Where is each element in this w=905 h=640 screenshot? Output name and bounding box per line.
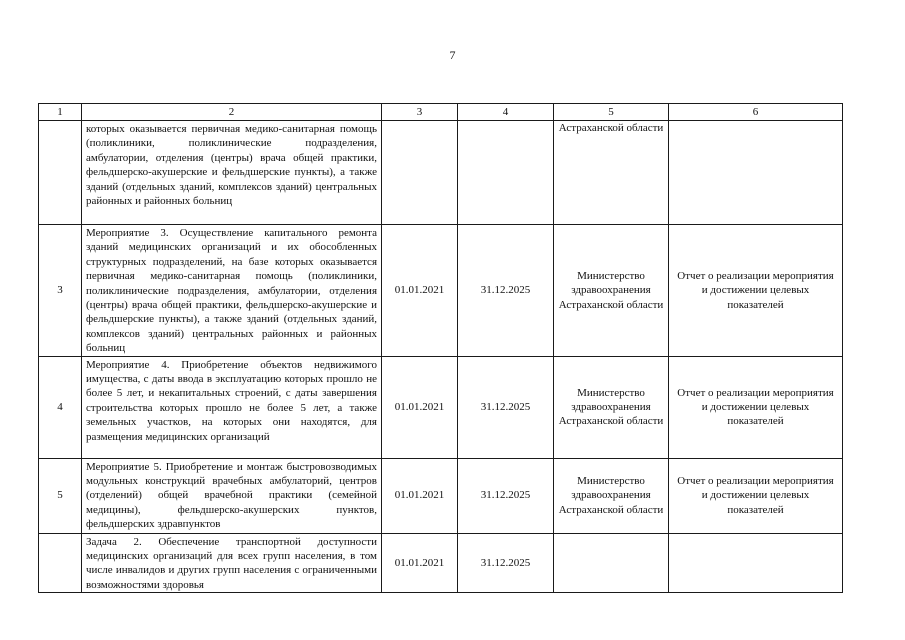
table-row <box>39 356 843 458</box>
start-date-cell: 01.01.2021 <box>382 225 458 357</box>
start-date-cell: 01.01.2021 <box>382 458 458 533</box>
executor-cell: Министерство здравоохранения Астраханской области <box>554 225 669 357</box>
description-cell: Мероприятие 5. Приобретение и монтаж быстровозводимых модульных конструкций врачебных амбулаторий, центров (отделений) общей врачебной практики (семейной медицины), фельдшерско-акушерских пунктов, фельдшерских здравпунктов <box>82 458 382 533</box>
row-number-cell <box>39 533 82 593</box>
table-row <box>39 225 843 357</box>
page-number: 7 <box>449 48 456 62</box>
result-cell: Отчет о реализации мероприятия и достижении целевых показателей <box>669 356 843 458</box>
column-header: 5 <box>554 104 669 121</box>
end-date-cell <box>458 121 554 225</box>
column-header: 1 <box>39 104 82 121</box>
row-number-cell: 3 <box>39 225 82 357</box>
result-cell <box>669 121 843 225</box>
table-row <box>39 533 843 593</box>
executor-cell: Министерство здравоохранения Астраханской области <box>554 458 669 533</box>
table-row <box>39 458 843 533</box>
description-cell: которых оказывается первичная медико-санитарная помощь (поликлиники, поликлинические подразделения, амбулатории, отделения (центры) врача общей практики, фельдшерско-акушерские и фельдшерские пункты), а также зданий (отдельных зданий, комплексов зданий) центральных районных и районных больниц <box>82 121 382 225</box>
result-cell <box>669 533 843 593</box>
start-date-cell: 01.01.2021 <box>382 533 458 593</box>
column-header: 3 <box>382 104 458 121</box>
column-header: 6 <box>669 104 843 121</box>
row-number-cell: 5 <box>39 458 82 533</box>
table-row <box>39 121 843 225</box>
start-date-cell: 01.01.2021 <box>382 356 458 458</box>
executor-cell <box>554 533 669 593</box>
executor-cell: Министерство здравоохранения Астраханской области <box>554 356 669 458</box>
end-date-cell: 31.12.2025 <box>458 356 554 458</box>
end-date-cell: 31.12.2025 <box>458 225 554 357</box>
executor-cell: Астраханской области <box>554 121 669 225</box>
row-number-cell <box>39 121 82 225</box>
end-date-cell: 31.12.2025 <box>458 458 554 533</box>
start-date-cell <box>382 121 458 225</box>
description-cell: Мероприятие 4. Приобретение объектов недвижимого имущества, с даты ввода в эксплуатацию которых прошло не более 5 лет, и некапитальных строений, с даты завершения строительства которых прошло не более 5 лет, а также земельных участков, на которых они находятся, для размещения медицинских организаций <box>82 356 382 458</box>
result-cell: Отчет о реализации мероприятия и достижении целевых показателей <box>669 225 843 357</box>
result-cell: Отчет о реализации мероприятия и достижении целевых показателей <box>669 458 843 533</box>
column-header: 2 <box>82 104 382 121</box>
measures-table <box>38 103 843 593</box>
column-header: 4 <box>458 104 554 121</box>
description-cell: Мероприятие 3. Осуществление капитального ремонта зданий медицинских организаций и их обособленных структурных подразделений, на базе которых оказывается первичная медико-санитарная помощь (поликлиники, поликлинические подразделения, амбулатории, отделения (центры) врача общей практики, фельдшерско-акушерские и фельдшерские пункты), а также зданий (отдельных зданий, комплексов зданий) центральных районных и районных больниц <box>82 225 382 357</box>
end-date-cell: 31.12.2025 <box>458 533 554 593</box>
description-cell: Задача 2. Обеспечение транспортной доступности медицинских организаций для всех групп населения, в том числе инвалидов и других групп населения с ограниченными возможностями здоровья <box>82 533 382 593</box>
row-number-cell: 4 <box>39 356 82 458</box>
table-header-row <box>39 104 843 121</box>
